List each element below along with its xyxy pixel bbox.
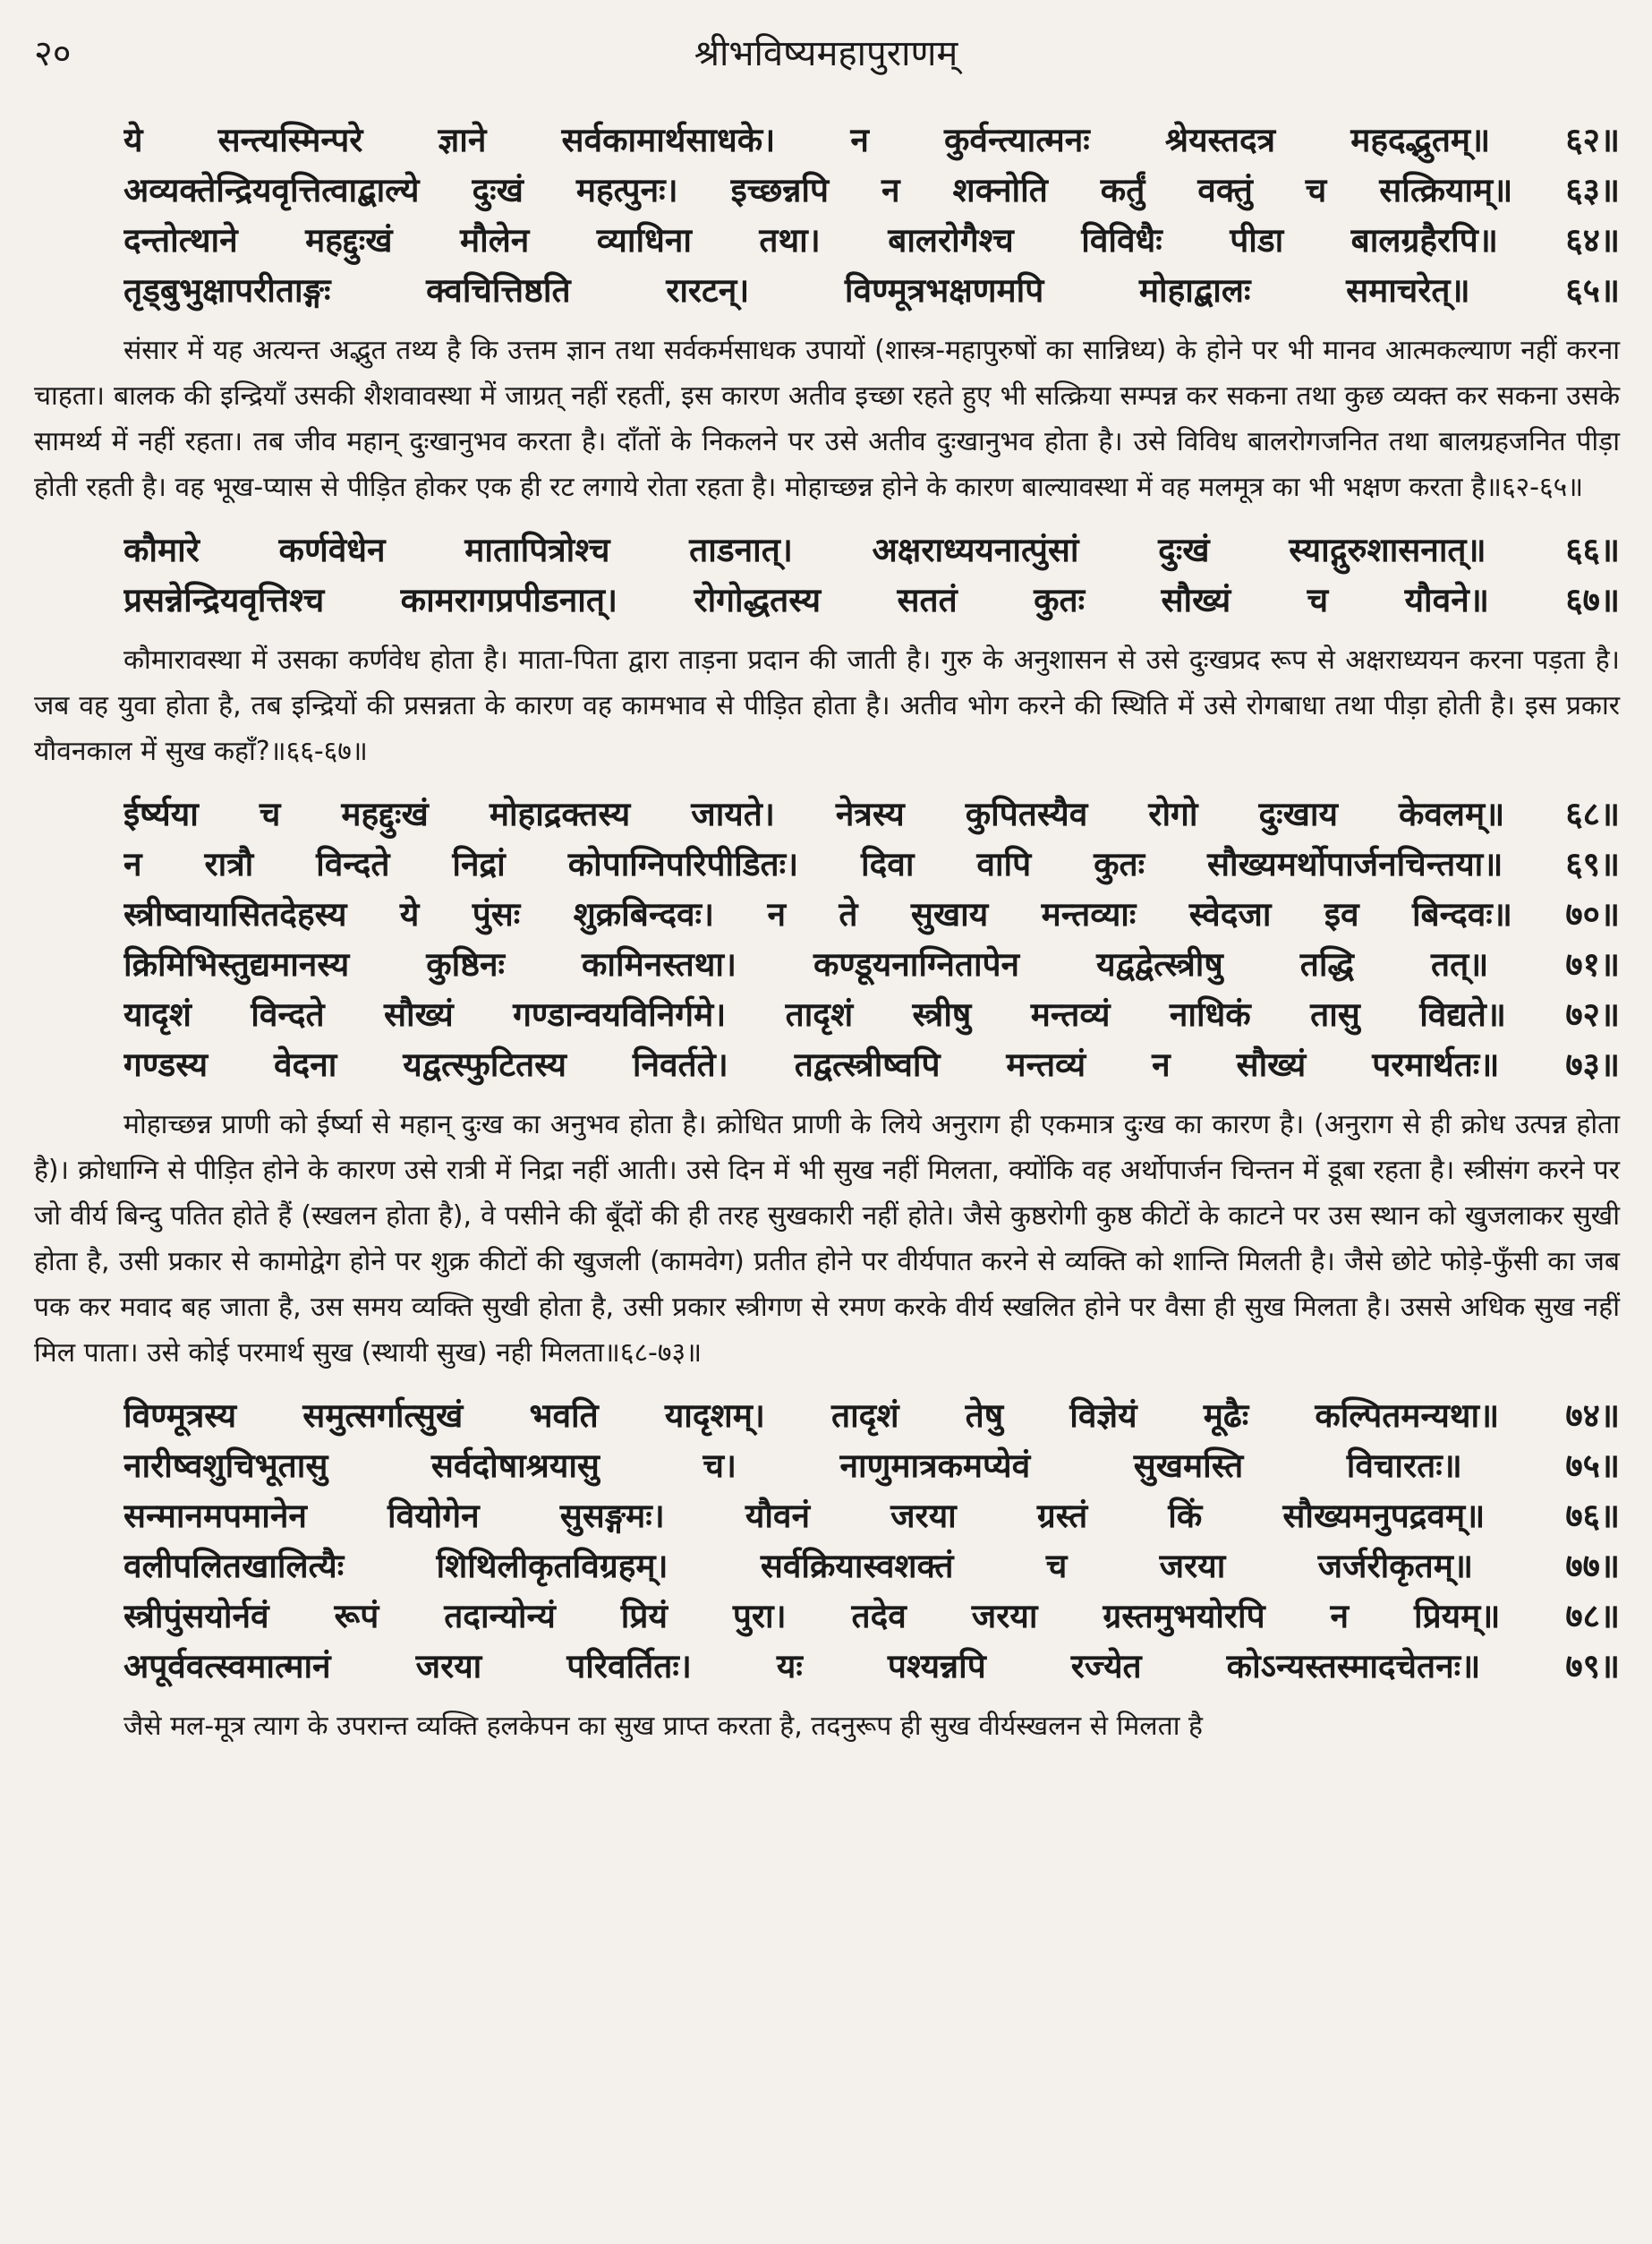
verse-block	[34, 789, 1620, 1089]
running-title: श्रीभविष्यमहापुराणम्	[694, 33, 958, 74]
verse-line: नारीष्वशुचिभूतासु सर्वदोषाश्रयासु च। नाणुमात्रकमप्येवं सुखमस्ति विचारतः॥ ७५॥	[123, 1446, 1620, 1485]
commentary-paragraph: संसार में यह अत्यन्त अद्भुत तथ्य है कि उत्तम ज्ञान तथा सर्वकर्मसाधक उपायों (शास्त्र-महापुरुषों का सान्निध्य) के होने पर भी मानव आत्मकल्याण नहीं करना चाहता। बालक की इन्द्रियाँ उसकी शैशवावस्था में जाग्रत् नहीं रहतीं, इस कारण अतीव इच्छा रहते हुए भी सत्क्रिया सम्पन्न कर सकना तथा कुछ व्यक्त कर सकना उसके सामर्थ्य में नहीं रहता। तब जीव महान् दुःखानुभव करता है। दाँतों के निकलने पर उसे अतीव दुःखानुभव होता है। उसे विविध बालरोगजनित तथा बालग्रहजनित पीड़ा होती रहती है। वह भूख-प्यास से पीड़ित होकर एक ही रट लगाये रोता रहता है। मोहाच्छन्न होने के कारण बाल्यावस्था में वह मलमूत्र का भी भक्षण करता है॥६२-६५॥	[34, 335, 1620, 503]
verse-line: क्रिमिभिस्तुद्यमानस्य कुष्ठिनः कामिनस्तथा। कण्डूयनाग्नितापेन यद्वद्वेत्स्त्रीषु तद्धि तत्॥ ७१॥	[123, 944, 1620, 984]
verse-block	[34, 1390, 1620, 1691]
verse-line: स्त्रीष्वायासितदेहस्य ये पुंसः शुक्रबिन्दवः। न ते सुखाय मन्तव्याः स्वेदजा इव बिन्दवः॥ ७०॥	[123, 894, 1620, 934]
page-number: २०	[34, 33, 72, 74]
verse-line: स्त्रीपुंसयोर्नवं रूपं तदान्योन्यं प्रियं पुरा। तदेव जरया ग्रस्तमुभयोरपि न प्रियम्॥ ७८॥	[123, 1596, 1620, 1635]
commentary-paragraph: जैसे मल-मूत्र त्याग के उपरान्त व्यक्ति हलकेपन का सुख प्राप्त करता है, तदनुरूप ही सुख वीर्यस्खलन से मिलता है	[123, 1711, 1203, 1742]
verse-block	[34, 115, 1620, 315]
verse-line: विण्मूत्रस्य समुत्सर्गात्सुखं भवति यादृशम्। तादृशं तेषु विज्ञेयं मूढैः कल्पितमन्यथा॥ ७४॥	[123, 1395, 1620, 1435]
verse-line: ईर्ष्यया च महद्दुःखं मोहाद्रक्तस्य जायते। नेत्रस्य कुपितस्यैव रोगो दुःखाय केवलम्॥ ६८॥	[123, 794, 1620, 833]
page-header	[34, 27, 1618, 81]
verse-line: न रात्रौ विन्दते निद्रां कोपाग्निपरिपीडितः। दिवा वापि कुतः सौख्यमर्थोपार्जनचिन्तया॥ ६९॥	[123, 844, 1620, 883]
verse-line: सन्मानमपमानेन वियोगेन सुसङ्गमः। यौवनं जरया ग्रस्तं किं सौख्यमनुपद्रवम्॥ ७६॥	[123, 1496, 1620, 1535]
verse-line: दन्तोत्थाने महद्दुःखं मौलेन व्याधिना तथा। बालरोगैश्च विविधैः पीडा बालग्रहैरपि॥ ६४॥	[123, 220, 1620, 260]
commentary-paragraph: कौमारावस्था में उसका कर्णवेध होता है। माता-पिता द्वारा ताड़ना प्रदान की जाती है। गुरु के अनुशासन से उसे दुःखप्रद रूप से अक्षराध्ययन करना पड़ता है। जब वह युवा होता है, तब इन्द्रियों की प्रसन्नता के कारण वह कामभाव से पीड़ित होता है। अतीव भोग करने की स्थिति में उसे रोगबाधा तथा पीड़ा होती है। इस प्रकार यौवनकाल में सुख कहाँ?॥६६-६७॥	[34, 644, 1620, 767]
verse-line: यादृशं विन्दते सौख्यं गण्डान्वयविनिर्गमे। तादृशं स्त्रीषु मन्तव्यं नाधिकं तासु विद्यते॥ ७२॥	[123, 994, 1620, 1034]
verse-line: कौमारे कर्णवेधेन मातापित्रोश्च ताडनात्। अक्षराध्ययनात्पुंसां दुःखं स्याद्गुरुशासनात्॥ ६६॥	[123, 530, 1620, 569]
verse-block	[34, 525, 1620, 625]
commentary-paragraph: मोहाच्छन्न प्राणी को ईर्ष्या से महान् दुःख का अनुभव होता है। क्रोधित प्राणी के लिये अनुराग ही एकमात्र दुःख का कारण है। (अनुराग से ही क्रोध उत्पन्न होता है)। क्रोधाग्नि से पीड़ित होने के कारण उसे रात्री में निद्रा नहीं आती। उसे दिन में भी सुख नहीं मिलता, क्योंकि वह अर्थोपार्जन चिन्तन में डूबा रहता है। स्त्रीसंग करने पर जो वीर्य बिन्दु पतित होते हैं (स्खलन होता है), वे पसीने की बूँदों की ही तरह सुखकारी नहीं होते। जैसे कुष्ठरोगी कुष्ठ कीटों के काटने पर उस स्थान को खुजलाकर सुखी होता है, उसी प्रकार से कामोद्वेग होने पर शुक्र कीटों की खुजली (कामवेग) प्रतीत होने पर वीर्यपात करने से व्यक्ति को शान्ति मिलती है। जैसे छोटे फोड़े-फुँसी का जब पक कर मवाद बह जाता है, उस समय व्यक्ति सुखी होता है, उसी प्रकार स्त्रीगण से रमण करके वीर्य स्खलित होने पर वैसा ही सुख मिलता है। उससे अधिक सुख नहीं मिल पाता। उसे कोई परमार्थ सुख (स्थायी सुख) नही मिलता॥६८-७३॥	[34, 1109, 1620, 1369]
verse-line: ये सन्त्यस्मिन्परे ज्ञाने सर्वकामार्थसाधके। न कुर्वन्त्यात्मनः श्रेयस्तदत्र महदद्भुतम्॥ ६२॥	[123, 120, 1620, 159]
verse-line: अव्यक्तेन्द्रियवृत्तित्वाद्बाल्ये दुःखं महत्पुनः। इच्छन्नपि न शक्नोति कर्तुं वक्तुं च सत्क्रियाम्॥ ६३॥	[123, 170, 1620, 209]
verse-line: अपूर्ववत्स्वमात्मानं जरया परिवर्तितः। यः पश्यन्नपि रज्येत कोऽन्यस्तस्मादचेतनः॥ ७९॥	[123, 1646, 1620, 1685]
verse-line: गण्डस्य वेदना यद्वत्स्फुटितस्य निवर्तते। तद्वत्स्त्रीष्वपि मन्तव्यं न सौख्यं परमार्थतः॥ ७३॥	[123, 1045, 1620, 1084]
page-content	[34, 115, 1620, 1763]
verse-line: तृड्बुभुक्षापरीताङ्गः क्वचित्तिष्ठति रारटन्। विण्मूत्रभक्षणमपि मोहाद्बालः समाचरेत्॥ ६५॥	[123, 270, 1620, 310]
verse-line: प्रसन्नेन्द्रियवृत्तिश्च कामरागप्रपीडनात्। रोगोद्धतस्य सततं कुतः सौख्यं च यौवने॥ ६७॥	[123, 580, 1620, 619]
verse-line: वलीपलितखालित्यैः शिथिलीकृतविग्रहम्। सर्वक्रियास्वशक्तं च जरया जर्जरीकृतम्॥ ७७॥	[123, 1546, 1620, 1585]
